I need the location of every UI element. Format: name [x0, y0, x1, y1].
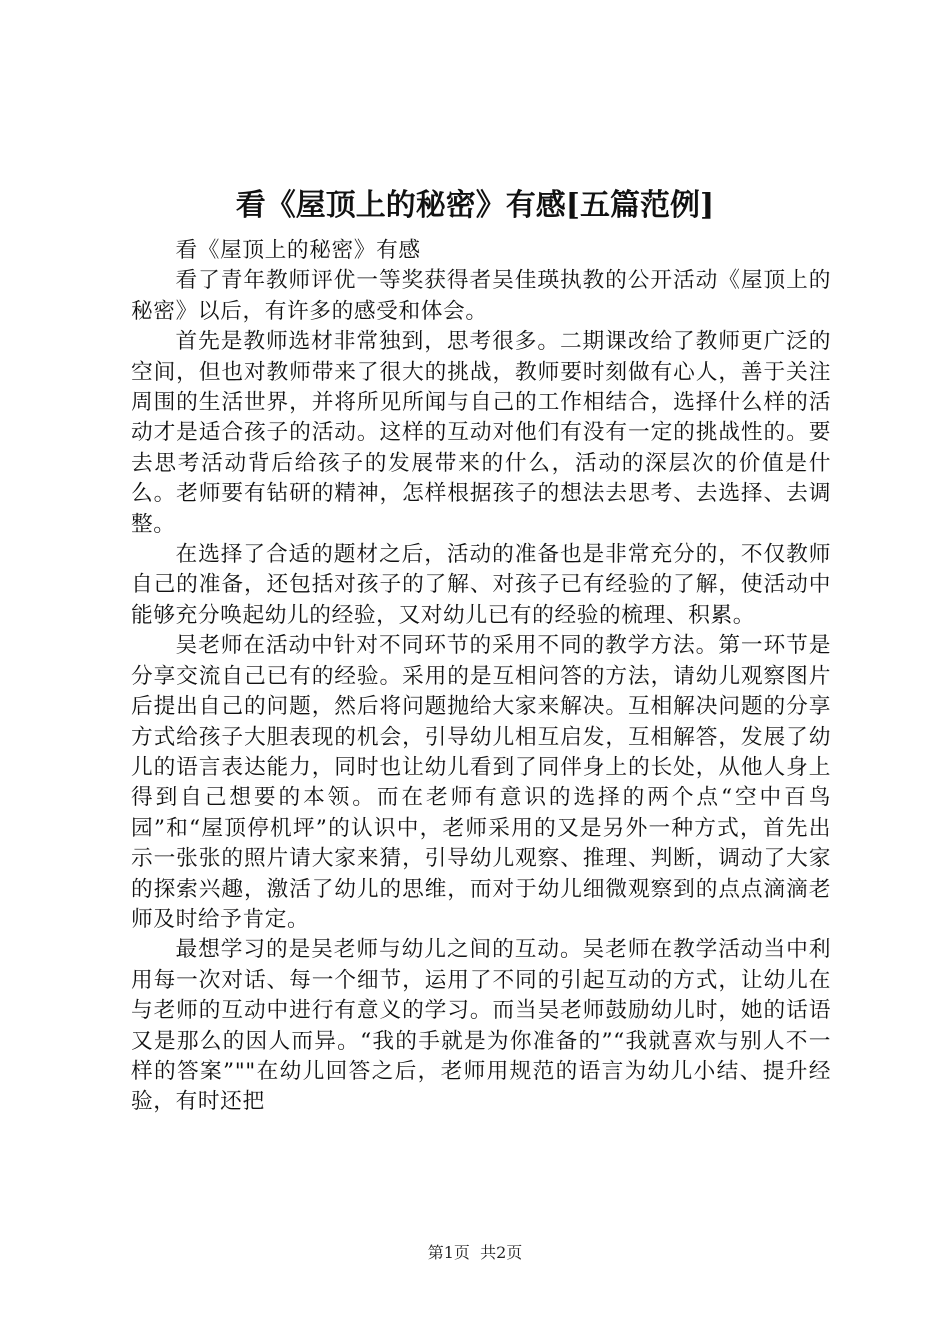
paragraph-subtitle: 看《屋顶上的秘密》有感 [175, 238, 421, 263]
page-number: 第1页 共2页 [427, 1243, 523, 1262]
paragraph-material-selection: 首先是教师选材非常独到，思考很多。二期课改给了教师更广泛的空间，但也对教师带来了很大的挑战，教师要时刻做有心人，善于关注周围的生活世界，并将所见所闻与自己的工作相结合，选择什么样的活动才是适合孩子的活动。这样的互动对他们有没有一定的挑战性的。要去思考活动背后给孩子的发展带来的什么，活动的深层次的价值是什么。老师要有钻研的精神，怎样根据孩子的想法去思考、去选择、去调整。 [131, 329, 831, 537]
document-body [131, 236, 831, 1118]
paragraph-intro: 看了青年教师评优一等奖获得者吴佳瑛执教的公开活动《屋顶上的秘密》以后，有许多的感受和体会。 [131, 268, 831, 324]
paragraph-teaching-methods: 吴老师在活动中针对不同环节的采用不同的教学方法。第一环节是分享交流自己已有的经验。采用的是互相问答的方法，请幼儿观察图片后提出自己的问题，然后将问题抛给大家来解决。互相解决问题的分享方式给孩子大胆表现的机会，引导幼儿相互启发，互相解答，发展了幼儿的语言表达能力，同时也让幼儿看到了同伴身上的长处，从他人身上得到自己想要的本领。而在老师有意识的选择的两个点“空中百鸟园”和“屋顶停机坪”的认识中，老师采用的又是另外一种方式，首先出示一张张的照片请大家来猜，引导幼儿观察、推理、判断，调动了大家的探索兴趣，激活了幼儿的思维，而对于幼儿细微观察到的点点滴滴老师及时给予肯定。 [131, 633, 831, 932]
paragraph-interaction: 最想学习的是吴老师与幼儿之间的互动。吴老师在教学活动当中利用每一次对话、每一个细节，运用了不同的引起互动的方式，让幼儿在与老师的互动中进行有意义的学习。而当吴老师鼓励幼儿时，她的话语又是那么的因人而异。“我的手就是为你准备的”“我就喜欢与别人不一样的答案”""在幼儿回答之后，老师用规范的语言为幼儿小结、提升经验，有时还把 [131, 937, 831, 1115]
paragraph-preparation: 在选择了合适的题材之后，活动的准备也是非常充分的，不仅教师自己的准备，还包括对孩子的了解、对孩子已有经验的了解，使活动中能够充分唤起幼儿的经验，又对幼儿已有的经验的梳理、积累。 [131, 542, 831, 628]
page-footer [0, 1242, 950, 1264]
document-title: 看《屋顶上的秘密》有感[五篇范例] [235, 188, 715, 223]
